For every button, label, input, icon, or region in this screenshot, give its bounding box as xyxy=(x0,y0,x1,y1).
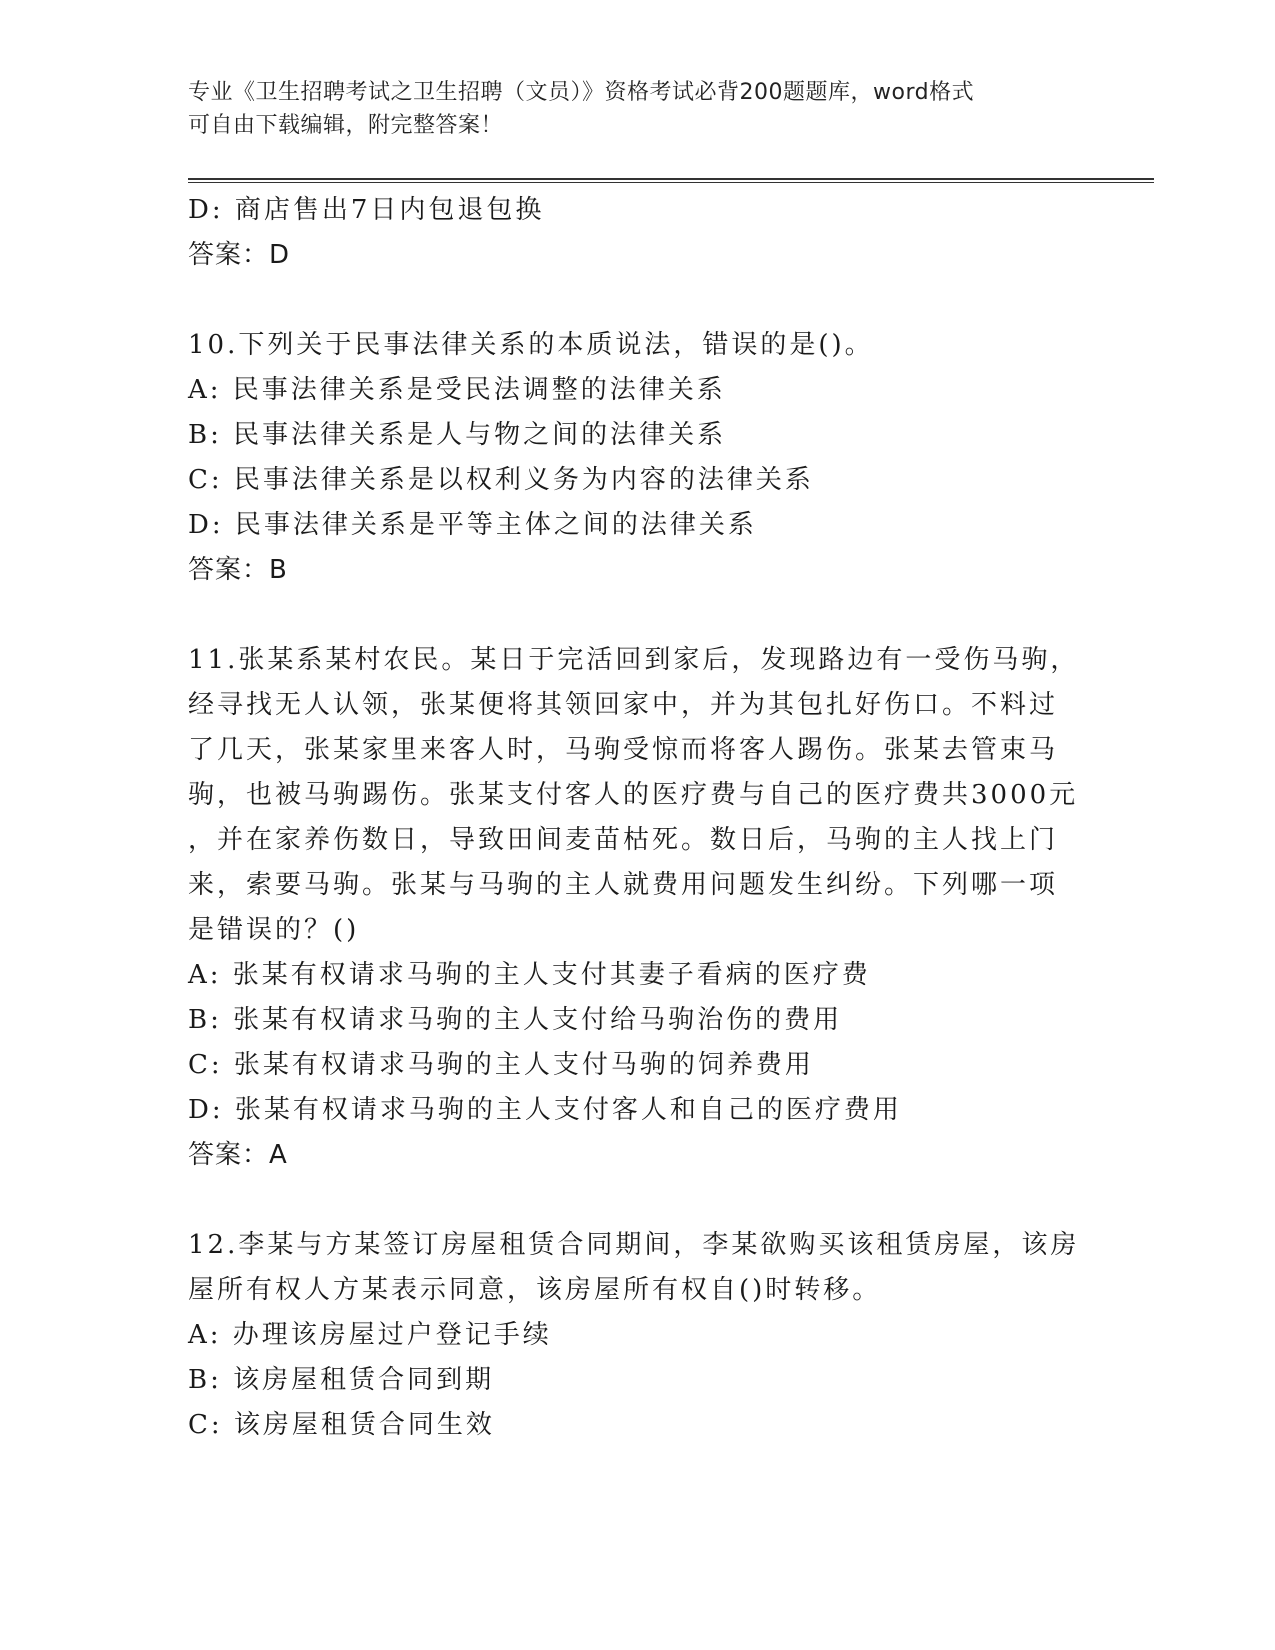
spacer xyxy=(188,593,1088,638)
document-body xyxy=(188,188,1088,1448)
question-11 xyxy=(188,638,1088,1178)
q9-answer: 答案：D xyxy=(188,240,291,270)
q10-option-d: D: 民事法律关系是平等主体之间的法律关系 xyxy=(188,510,757,540)
q11-option-a: A: 张某有权请求马驹的主人支付其妻子看病的医疗费 xyxy=(188,960,871,990)
q11-answer: 答案：A xyxy=(188,1140,288,1170)
q11-stem-line: 来，索要马驹。张某与马驹的主人就费用问题发生纠纷。下列哪一项 xyxy=(188,870,1059,900)
question-10 xyxy=(188,323,1088,593)
q12-option-c: C: 该房屋租赁合同生效 xyxy=(188,1410,495,1440)
header-divider xyxy=(188,178,1154,183)
header-title-line-1: 专业《卫生招聘考试之卫生招聘（文员）》资格考试必背200题题库，word格式 xyxy=(188,80,975,105)
document-header xyxy=(188,76,1068,142)
q12-option-a: A: 办理该房屋过户登记手续 xyxy=(188,1320,552,1350)
q10-option-a: A: 民事法律关系是受民法调整的法律关系 xyxy=(188,375,726,405)
question-12 xyxy=(188,1223,1088,1448)
q12-stem-line: 屋所有权人方某表示同意，该房屋所有权自()时转移。 xyxy=(188,1275,882,1305)
spacer xyxy=(188,278,1088,323)
q11-stem-line: 驹，也被马驹踢伤。张某支付客人的医疗费与自己的医疗费共3000元 xyxy=(188,780,1079,810)
q11-stem-line: 了几天，张某家里来客人时，马驹受惊而将客人踢伤。张某去管束马 xyxy=(188,735,1059,765)
q10-option-c: C: 民事法律关系是以权利义务为内容的法律关系 xyxy=(188,465,814,495)
q11-option-b: B: 张某有权请求马驹的主人支付给马驹治伤的费用 xyxy=(188,1005,843,1035)
q12-option-b: B: 该房屋租赁合同到期 xyxy=(188,1365,495,1395)
q12-stem-line: 12.李某与方某签订房屋租赁合同期间，李某欲购买该租赁房屋，该房 xyxy=(188,1230,1080,1260)
q11-stem-line: ，并在家养伤数日，导致田间麦苗枯死。数日后，马驹的主人找上门 xyxy=(188,825,1059,855)
q9-option-d: D: 商店售出7日内包退包换 xyxy=(188,195,545,225)
spacer xyxy=(188,1178,1088,1223)
q10-option-b: B: 民事法律关系是人与物之间的法律关系 xyxy=(188,420,727,450)
q11-option-c: C: 张某有权请求马驹的主人支付马驹的饲养费用 xyxy=(188,1050,814,1080)
q11-option-d: D: 张某有权请求马驹的主人支付客人和自己的医疗费用 xyxy=(188,1095,902,1125)
q11-stem-line: 是错误的？() xyxy=(188,915,360,945)
q10-stem: 10.下列关于民事法律关系的本质说法，错误的是()。 xyxy=(188,330,874,360)
q10-answer: 答案：B xyxy=(188,555,288,585)
q11-stem-line: 11.张某系某村农民。某日于完活回到家后，发现路边有一受伤马驹， xyxy=(188,645,1080,675)
header-title-line-2: 可自由下载编辑，附完整答案！ xyxy=(188,113,504,138)
q11-stem-line: 经寻找无人认领，张某便将其领回家中，并为其包扎好伤口。不料过 xyxy=(188,690,1059,720)
